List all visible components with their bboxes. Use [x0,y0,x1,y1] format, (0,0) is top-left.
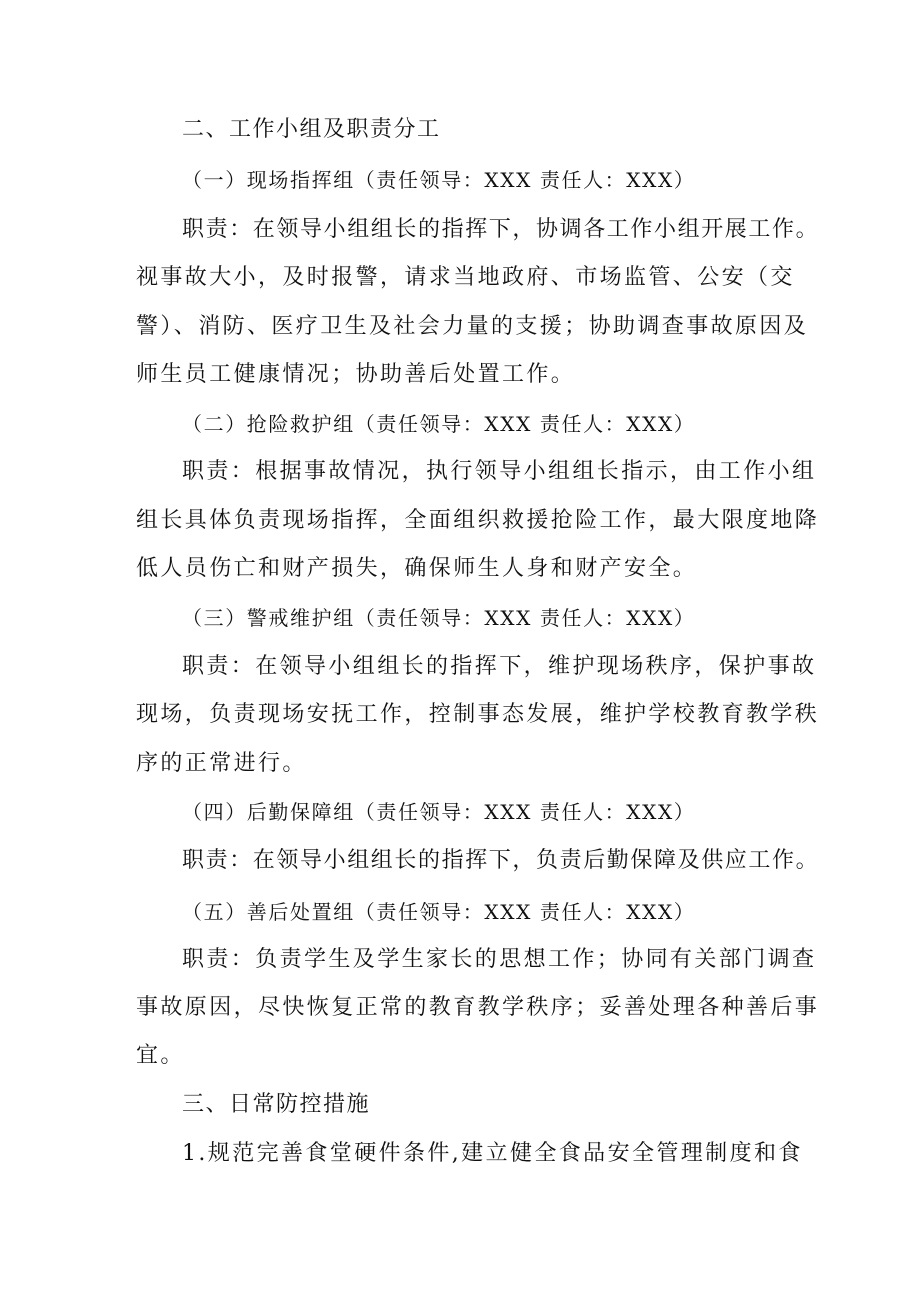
group-1-title: （一）现场指挥组（责任领导：XXX 责任人：XXX） [182,168,696,192]
group-5-duty-line-3: 宜。 [136,1043,185,1068]
group-2-duty-line-2: 组长具体负责现场指挥，全面组织救援抢险工作，最大限度地降 [136,508,820,533]
section-3-item-1: 1.规范完善食堂硬件条件,建立健全食品安全管理制度和食 [182,1141,803,1166]
group-5-duty-line-2: 事故原因，尽快恢复正常的教育教学秩序；妥善处理各种善后事 [136,995,820,1020]
group-5-duty-line-1: 职责：负责学生及学生家长的思想工作；协同有关部门调查 [182,947,817,972]
group-4-title: （四）后勤保障组（责任领导：XXX 责任人：XXX） [182,800,696,824]
group-3-duty-line-3: 序的正常进行。 [136,751,307,776]
group-5-title: （五）善后处置组（责任领导：XXX 责任人：XXX） [182,900,696,924]
group-2-duty-line-1: 职责：根据事故情况，执行领导小组组长指示，由工作小组 [182,459,817,484]
group-1-duty-line-1: 职责：在领导小组组长的指挥下，协调各工作小组开展工作。 [182,217,820,242]
section-2-heading: 二、工作小组及职责分工 [182,117,441,142]
section-3-heading: 三、日常防控措施 [182,1092,371,1117]
group-2-duty-line-3: 低人员伤亡和财产损失，确保师生人身和财产安全。 [136,556,698,581]
group-4-duty-line-1: 职责：在领导小组组长的指挥下，负责后勤保障及供应工作。 [182,848,820,873]
group-3-duty-line-1: 职责：在领导小组组长的指挥下，维护现场秩序，保护事故 [182,654,817,679]
group-3-duty-line-2: 现场，负责现场安抚工作，控制事态发展，维护学校教育教学秩 [136,702,820,727]
group-1-duty-line-2: 视事故大小，及时报警，请求当地政府、市场监管、公安（交 [136,265,795,290]
group-3-title: （三）警戒维护组（责任领导：XXX 责任人：XXX） [182,606,696,630]
group-2-title: （二）抢险救护组（责任领导：XXX 责任人：XXX） [182,412,696,436]
group-1-duty-line-4: 师生员工健康情况；协助善后处置工作。 [136,362,576,387]
group-1-duty-line-3: 警）、消防、医疗卫生及社会力量的支援；协助调查事故原因及 [136,314,809,339]
